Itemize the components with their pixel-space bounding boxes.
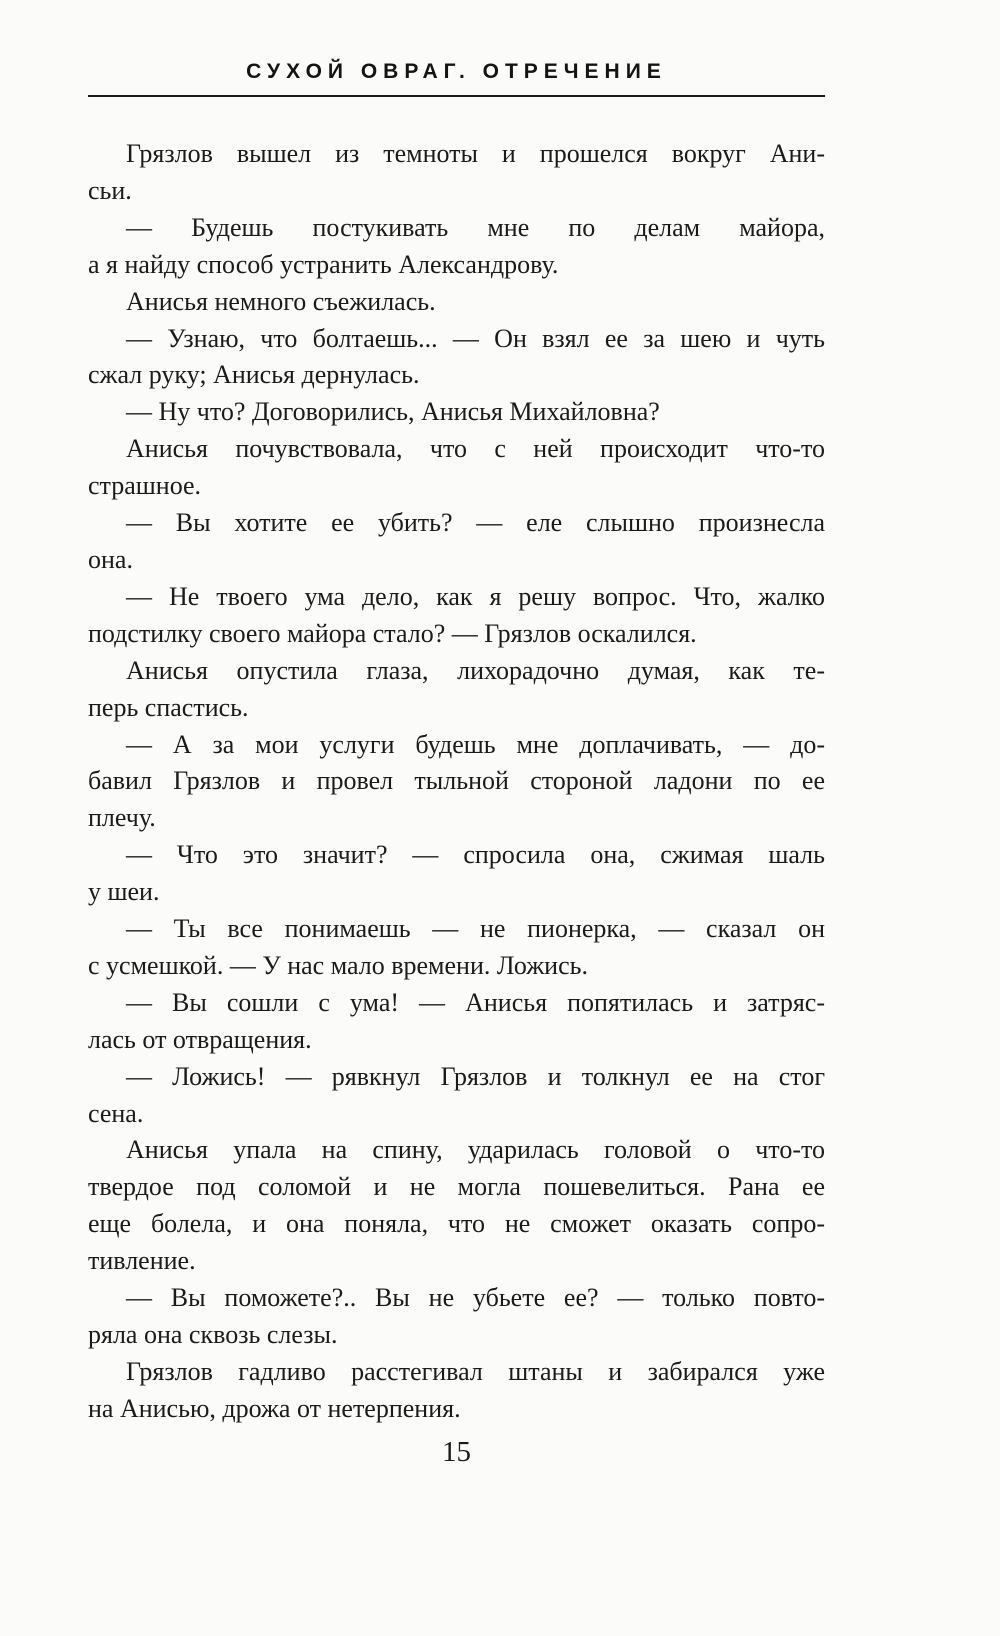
paragraph bbox=[88, 911, 825, 985]
paragraph bbox=[88, 431, 825, 505]
text-line: на Анисью, дрожа от нетерпения. bbox=[88, 1393, 461, 1423]
paragraph bbox=[88, 1059, 825, 1133]
text-line: у шеи. bbox=[88, 877, 160, 907]
text-line: перь спастись. bbox=[88, 692, 249, 722]
text-line: Грязлов гадливо расстегивал штаны и забирался уже bbox=[126, 1356, 825, 1386]
paragraph bbox=[88, 985, 825, 1059]
paragraph bbox=[88, 394, 825, 431]
paragraph bbox=[88, 653, 825, 727]
paragraph bbox=[88, 837, 825, 911]
text-line: Грязлов вышел из темноты и прошелся вокруг Ани- bbox=[126, 139, 825, 168]
text-line: сьи. bbox=[88, 175, 132, 205]
text-line: — Ложись! — рявкнул Грязлов и толкнул ее на стог bbox=[126, 1061, 825, 1091]
text-line: еще болела, и она поняла, что не сможет оказать сопро- bbox=[88, 1209, 825, 1239]
text-line: Анисья немного съежилась. bbox=[126, 286, 436, 316]
paragraph bbox=[88, 727, 825, 838]
text-line: — Будешь постукивать мне по делам майора, bbox=[126, 212, 825, 242]
text-line: Анисья упала на спину, ударилась головой о что-то bbox=[126, 1135, 825, 1165]
text-line: плечу. bbox=[88, 803, 156, 833]
text-line: — Вы сошли с ума! — Анисья попятилась и затряс- bbox=[126, 987, 825, 1017]
text-line: сжал руку; Анисья дернулась. bbox=[88, 360, 420, 390]
paragraph bbox=[88, 1132, 825, 1280]
text-line: Анисья почувствовала, что с ней происходит что-то bbox=[126, 434, 825, 464]
paragraph bbox=[88, 321, 825, 395]
paragraph bbox=[88, 210, 825, 284]
text-line: сена. bbox=[88, 1098, 144, 1128]
text-line: — Не твоего ума дело, как я решу вопрос. Что, жалко bbox=[126, 581, 825, 611]
text-line: — Вы хотите ее убить? — еле слышно произнесла bbox=[126, 508, 825, 538]
page-number: 15 bbox=[442, 1436, 471, 1468]
running-header: СУХОЙ ОВРАГ. ОТРЕЧЕНИЕ bbox=[246, 60, 667, 83]
paragraph bbox=[88, 579, 825, 653]
text-line: Анисья опустила глаза, лихорадочно думая, как те- bbox=[126, 655, 825, 685]
text-line: ряла она сквозь слезы. bbox=[88, 1320, 338, 1349]
paragraph bbox=[88, 1280, 825, 1354]
text-column bbox=[88, 0, 825, 1428]
text-line: — Ну что? Договорились, Анисья Михайловна? bbox=[126, 397, 660, 427]
text-line: — Ты все понимаешь — не пионерка, — сказал он bbox=[126, 914, 825, 944]
text-line: — Что это значит? — спросила она, сжимая шаль bbox=[126, 840, 825, 870]
paragraph bbox=[88, 505, 825, 579]
text-line: с усмешкой. — У нас мало времени. Ложись. bbox=[88, 950, 588, 980]
text-line: подстилку своего майора стало? — Грязлов оскалился. bbox=[88, 618, 697, 648]
text-line: — Узнаю, что болтаешь... — Он взял ее за шею и чуть bbox=[126, 323, 825, 353]
page-body bbox=[88, 136, 825, 1428]
text-line: лась от отвращения. bbox=[88, 1024, 312, 1054]
text-line: твердое под соломой и не могла пошевелиться. Рана ее bbox=[88, 1172, 825, 1202]
paragraph bbox=[88, 284, 825, 321]
text-line: — А за мои услуги будешь мне доплачивать, — до- bbox=[126, 729, 825, 759]
paragraph bbox=[88, 136, 825, 210]
text-line: страшное. bbox=[88, 471, 202, 501]
text-line: она. bbox=[88, 544, 133, 574]
text-line: а я найду способ устранить Александрову. bbox=[88, 249, 559, 279]
paragraph bbox=[88, 1354, 825, 1428]
text-line: — Вы поможете?.. Вы не убьете ее? — только повто- bbox=[126, 1283, 825, 1313]
text-line: тивление. bbox=[88, 1246, 196, 1276]
header-rule bbox=[88, 95, 825, 97]
text-line: бавил Грязлов и провел тыльной стороной ладони по ее bbox=[88, 766, 825, 796]
